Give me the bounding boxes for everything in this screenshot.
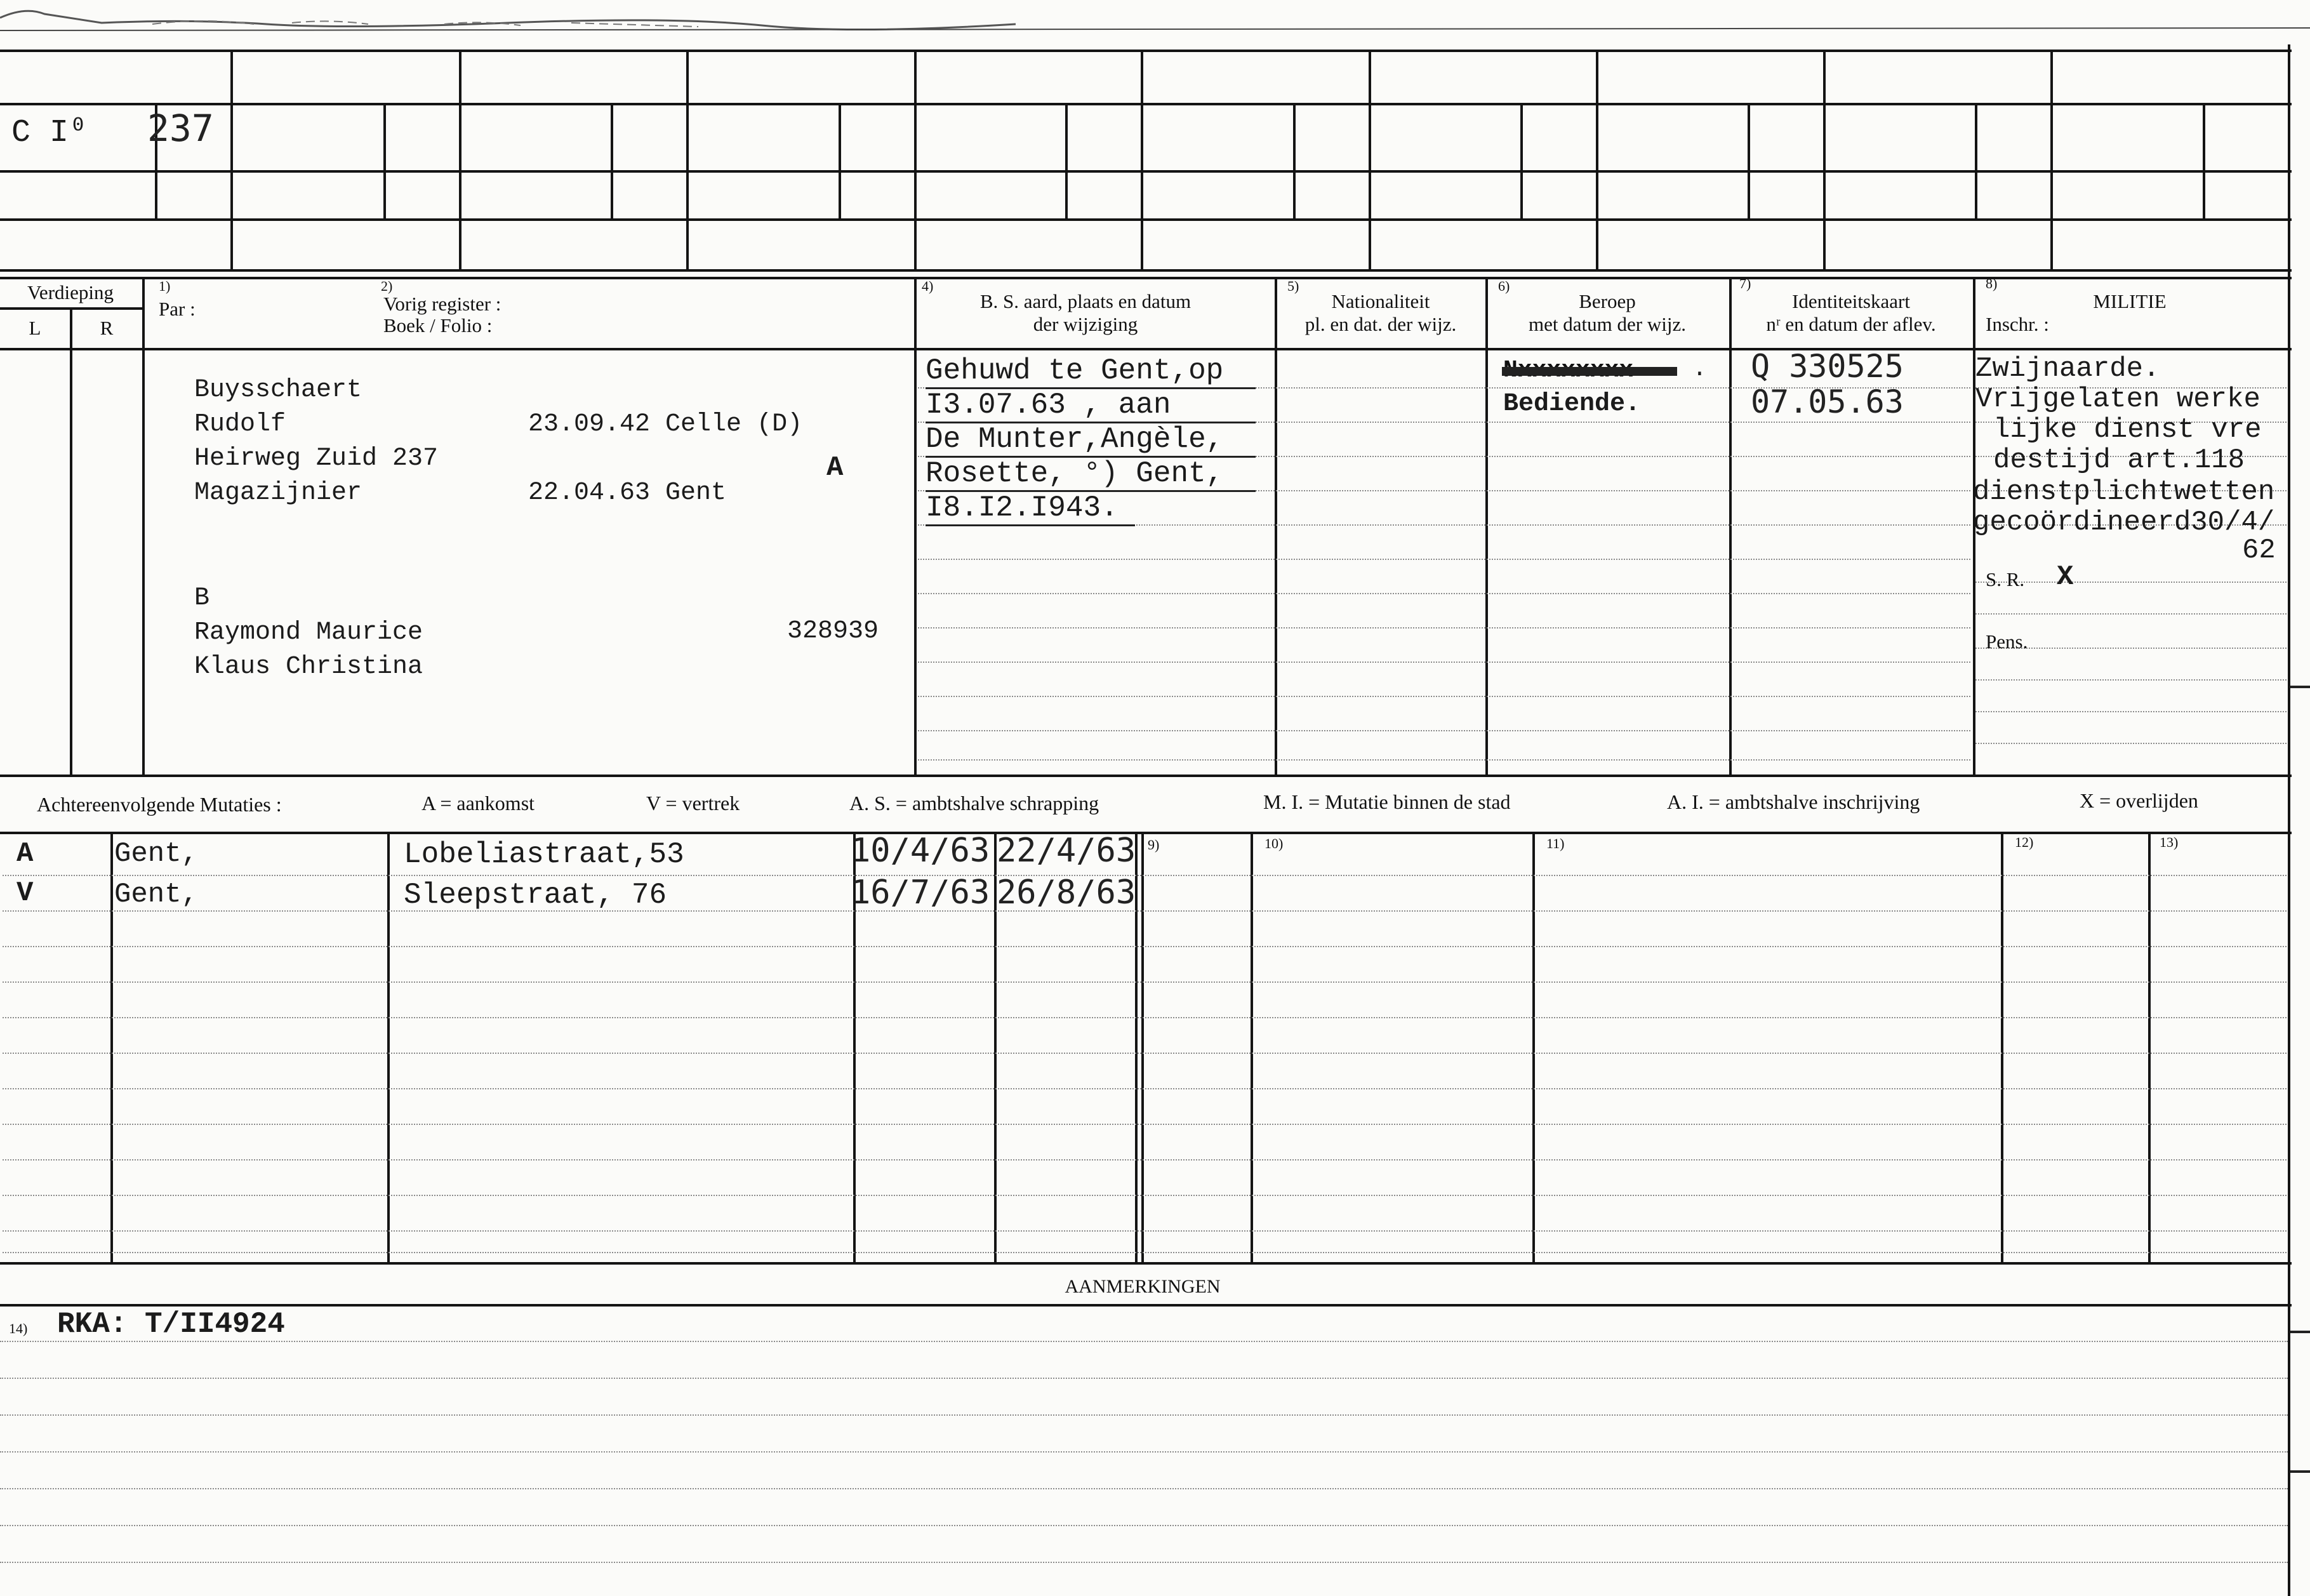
mutation-street: Sleepstraat, 76 (404, 879, 667, 912)
person-b-label: B (194, 584, 210, 613)
militie-line: dienstplichtwetten (1973, 476, 2275, 508)
bs-line: Rosette, °) Gent, (926, 457, 1224, 490)
person-surname: Buysschaert (194, 376, 362, 404)
militie-line: lijke dienst vre (1993, 414, 2262, 446)
card-code: C I⁰ (11, 115, 88, 151)
person-firstname: Rudolf (194, 410, 286, 439)
mutation-city: Gent, (114, 879, 199, 910)
person-father: Raymond Maurice (194, 618, 423, 647)
mutation-date1: 10/4/63 (851, 832, 990, 870)
mutation-type: V (17, 877, 34, 909)
remarks-title: AANMERKINGEN (1065, 1276, 1221, 1297)
header-beroep-line2: met datum der wijz. (1529, 313, 1686, 335)
legend-title: Achtereenvolgende Mutaties : (37, 793, 282, 816)
header-bs-line2: der wijziging (1033, 313, 1138, 335)
header-id-line2: nʳ en datum der aflev. (1766, 313, 1936, 335)
header-boek-folio: Boek / Folio : (383, 314, 493, 336)
remarks-num-14: 14) (9, 1320, 28, 1336)
mut-num-12: 12) (2015, 834, 2034, 850)
mut-num-10: 10) (1265, 835, 1284, 851)
top-edge-scribble (0, 0, 2310, 44)
beroep-struck-dot: . (1692, 356, 1707, 383)
person-address: Heirweg Zuid 237 (194, 444, 439, 473)
mut-num-11: 11) (1546, 835, 1565, 851)
header-verdieping: Verdieping (27, 281, 114, 303)
militie-year: 62 (2242, 535, 2276, 566)
bs-underline (926, 456, 1256, 458)
header-vorig-register: Vorig register : (383, 293, 501, 315)
header-nat-line1: Nationaliteit (1331, 290, 1430, 312)
person-date2: 22.04.63 Gent (528, 479, 727, 507)
header-num-2: 2) (381, 278, 393, 294)
person-ref: 328939 (787, 617, 879, 646)
person-birth: 23.09.42 Celle (D) (528, 410, 803, 439)
legend-a: A = aankomst (422, 792, 535, 815)
header-beroep-line1: Beroep (1579, 290, 1636, 312)
militie-line: Zwijnaarde. (1975, 353, 2160, 385)
bs-underline (926, 387, 1256, 389)
legend-ai: A. I. = ambtshalve inschrijving (1667, 790, 1920, 813)
militie-line: Vrijgelaten werke (1975, 383, 2260, 415)
card-number: 237 (147, 107, 214, 150)
mut-num-9: 9) (1148, 837, 1160, 853)
beroep-current: Bediende. (1503, 390, 1641, 418)
mutation-date2: 22/4/63 (997, 832, 1136, 870)
bs-underline (926, 490, 1256, 492)
bs-line: I8.I2.I943. (926, 491, 1118, 524)
header-nat-line2: pl. en dat. der wijz. (1304, 313, 1457, 335)
bs-underline (926, 524, 1135, 526)
remarks-text: RKA: T/II4924 (57, 1308, 285, 1341)
header-num-7: 7) (1739, 276, 1751, 291)
militie-sr-mark: X (2057, 561, 2074, 593)
margin-tick (2290, 1470, 2310, 1473)
mutation-city: Gent, (114, 838, 199, 870)
id-card-number: Q 330525 (1751, 348, 1904, 385)
militie-pens-label: Pens. (1986, 630, 2028, 653)
margin-tick (2290, 686, 2310, 688)
legend-as: A. S. = ambtshalve schrapping (849, 792, 1099, 815)
header-militie: MILITIE (2093, 290, 2167, 312)
legend-x: X = overlijden (2080, 789, 2198, 812)
militie-line: destijd art.118 (1993, 444, 2245, 476)
header-id-line1: Identiteitskaart (1792, 290, 1910, 312)
legend-mi: M. I. = Mutatie binnen de stad (1263, 790, 1511, 813)
militie-line: gecoördineerd30/4/ (1973, 507, 2275, 538)
mut-num-13: 13) (2160, 834, 2179, 850)
header-col-l: L (29, 317, 41, 339)
beroep-strike-bar (1502, 367, 1677, 376)
header-num-4: 4) (922, 278, 934, 294)
person-mark: A (826, 452, 844, 484)
header-inschr: Inschr. : (1986, 313, 2049, 335)
header-col-r: R (100, 317, 114, 339)
bs-line: Gehuwd te Gent,op (926, 354, 1224, 387)
header-num-1: 1) (159, 278, 171, 294)
id-card-date: 07.05.63 (1751, 383, 1904, 420)
header-par: Par : (159, 298, 196, 320)
header-num-5: 5) (1287, 278, 1299, 294)
mutation-type: A (17, 838, 34, 870)
bs-line: De Munter,Angèle, (926, 423, 1224, 456)
bs-underline (926, 422, 1256, 423)
margin-tick (2290, 1331, 2310, 1333)
legend-v: V = vertrek (646, 792, 740, 815)
person-mother: Klaus Christina (194, 653, 423, 681)
header-num-8: 8) (1986, 276, 1998, 291)
mutation-date2: 26/8/63 (997, 874, 1136, 912)
person-occupation: Magazijnier (194, 479, 362, 507)
header-bs-line1: B. S. aard, plaats en datum (979, 290, 1192, 312)
header-num-6: 6) (1498, 278, 1510, 294)
militie-sr-label: S. R. (1986, 568, 2025, 590)
mutation-date1: 16/7/63 (851, 874, 990, 912)
mutation-street: Lobeliastraat,53 (404, 838, 684, 871)
bs-line: I3.07.63 , aan (926, 389, 1171, 422)
